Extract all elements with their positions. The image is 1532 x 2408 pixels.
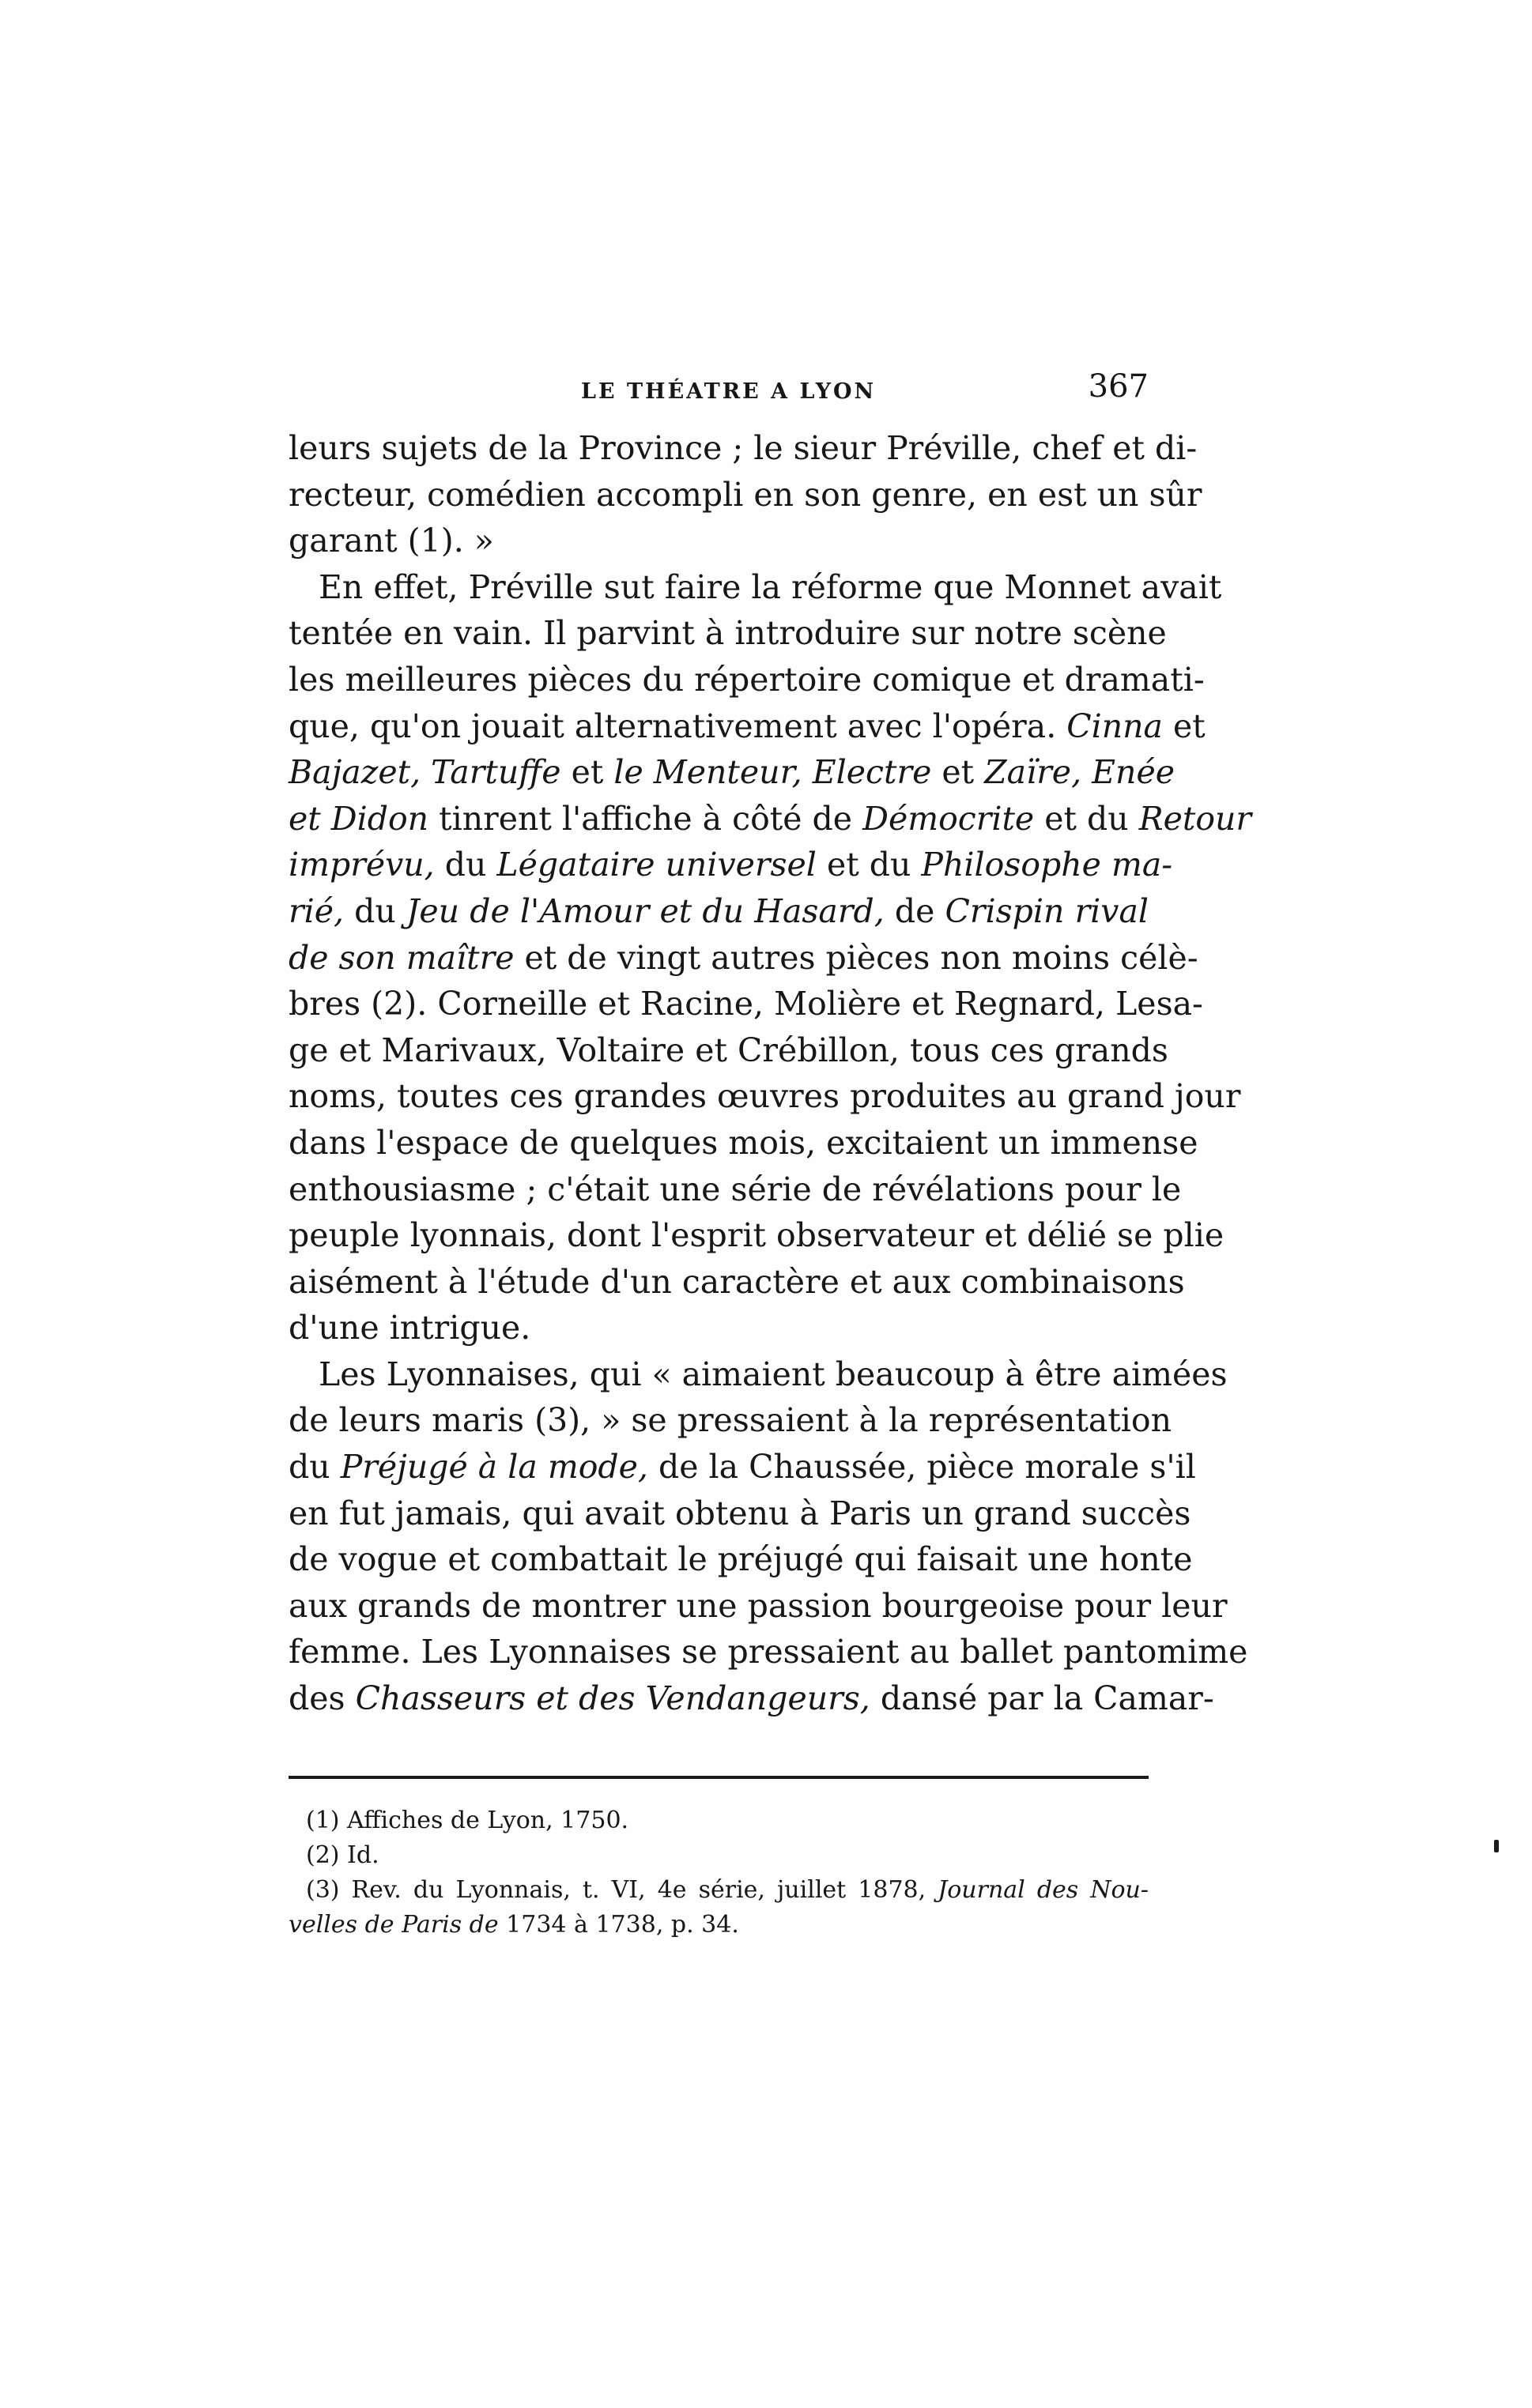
body-segment: leurs sujets de la Province ; le sieur Préville, chef et di- <box>289 429 1198 467</box>
body-line <box>289 657 1205 703</box>
body-segment: de vogue et combattait le préjugé qui faisait une honte <box>289 1540 1193 1579</box>
footnote-line <box>289 1908 1149 1943</box>
body-line <box>289 703 1206 750</box>
body-italic-segment: Crispin rival <box>945 891 1149 930</box>
body-segment: les meilleures pièces du répertoire comique et dramati- <box>289 660 1205 699</box>
body-segment: noms, toutes ces grandes œuvres produites au grand jour <box>289 1077 1241 1116</box>
footnote-rule <box>289 1776 1149 1779</box>
body-line <box>289 1073 1241 1120</box>
body-segment: et <box>1163 707 1206 745</box>
body-line <box>289 564 1222 611</box>
body-italic-segment: Légataire universel <box>496 846 817 884</box>
footnote-segment: (1) Affiches de Lyon, 1750. <box>306 1807 629 1834</box>
body-segment: du <box>344 891 406 930</box>
footnote-segment: (2) Id. <box>306 1841 379 1869</box>
margin-mark <box>1494 1840 1499 1852</box>
body-line <box>289 935 1198 982</box>
footnote-italic-segment: Journal des Nou- <box>938 1876 1149 1904</box>
body-line <box>289 1583 1228 1630</box>
body-line <box>289 1120 1198 1166</box>
body-segment: bres (2). Corneille et Racine, Molière et Regnard, Lesa- <box>289 985 1203 1023</box>
body-italic-segment: Zaïre, Enée <box>984 753 1175 792</box>
body-italic-segment: Préjugé à la mode, <box>340 1448 648 1487</box>
body-line <box>289 1490 1191 1537</box>
body-segment: ge et Marivaux, Voltaire et Crébillon, tous ces grands <box>289 1031 1168 1069</box>
body-segment: en fut jamais, qui avait obtenu à Paris un grand succès <box>289 1494 1191 1532</box>
body-line <box>289 1444 1196 1490</box>
body-italic-segment: de son maître <box>289 938 515 977</box>
body-segment: tentée en vain. Il parvint à introduire sur notre scène <box>289 614 1167 653</box>
page-number: 367 <box>1088 368 1149 405</box>
body-segment: de <box>884 891 945 930</box>
body-italic-segment: Cinna <box>1066 707 1164 745</box>
body-line <box>289 888 1149 935</box>
body-line <box>289 425 1198 472</box>
body-italic-segment: Retour <box>1138 799 1252 838</box>
body-segment: d'une intrigue. <box>289 1309 531 1347</box>
body-segment: du <box>289 1448 341 1487</box>
body-line <box>289 1166 1182 1213</box>
running-head <box>289 368 1149 419</box>
body-segment: recteur, comédien accompli en son genre, en est un sûr <box>289 475 1202 514</box>
body-line <box>289 981 1203 1027</box>
body-segment: Les Lyonnaises, qui « aimaient beaucoup à être aimées <box>319 1355 1228 1393</box>
body-line <box>289 518 1149 564</box>
body-segment: peuple lyonnais, dont l'esprit observateur et délié se plie <box>289 1216 1224 1255</box>
body-segment: et <box>931 753 985 792</box>
body-italic-segment: rié, <box>289 891 345 930</box>
body-segment: de la Chaussée, pièce morale s'il <box>647 1448 1196 1487</box>
body-line <box>289 796 1252 842</box>
footnote-segment: 1734 à 1738, p. 34. <box>498 1911 739 1939</box>
body-line <box>289 1259 1185 1306</box>
body-line <box>289 1397 1172 1444</box>
footnote-italic-segment: velles de Paris de <box>289 1911 499 1939</box>
body-segment: femme. Les Lyonnaises se pressaient au ballet pantomime <box>289 1633 1248 1671</box>
footnote-line <box>289 1838 1149 1873</box>
body-segment: aux grands de montrer une passion bourgeoise pour leur <box>289 1586 1228 1625</box>
body-line <box>289 1629 1248 1675</box>
body-segment: et du <box>1034 799 1139 838</box>
body-segment: dansé par la Camar- <box>870 1679 1214 1718</box>
body-italic-segment: Philosophe ma- <box>921 846 1173 884</box>
body-line <box>289 842 1173 888</box>
footnotes <box>289 1803 1149 1943</box>
body-segment: de leurs maris (3), » se pressaient à la représentation <box>289 1401 1172 1440</box>
body-italic-segment: Jeu de l'Amour et du Hasard, <box>406 891 885 930</box>
body-segment: En effet, Préville sut faire la réforme que Monnet avait <box>319 567 1222 606</box>
body-italic-segment: Chasseurs et des Vendangeurs, <box>355 1679 870 1718</box>
body-segment: dans l'espace de quelques mois, excitaient un immense <box>289 1123 1198 1162</box>
body-line <box>289 1212 1224 1259</box>
body-italic-segment: et Didon <box>289 799 429 838</box>
body-italic-segment: Bajazet, Tartuffe <box>289 753 561 792</box>
footnote-line <box>289 1873 1149 1908</box>
body-line <box>289 1675 1214 1722</box>
body-line <box>289 472 1202 518</box>
body-segment: et de vingt autres pièces non moins célè- <box>514 938 1198 977</box>
body-segment: que, qu'on jouait alternativement avec l'opéra. <box>289 707 1067 745</box>
body-line <box>289 1351 1228 1398</box>
body-italic-segment: Démocrite <box>862 799 1035 838</box>
body-line <box>289 1536 1193 1583</box>
body-text <box>289 425 1252 1722</box>
footnote-segment: (3) Rev. du Lyonnais, t. VI, 4e série, juillet 1878, <box>306 1876 938 1904</box>
body-segment: tinrent l'affiche à côté de <box>428 799 863 838</box>
body-line <box>289 610 1167 657</box>
body-italic-segment: le Menteur, Electre <box>613 753 932 792</box>
body-segment: et <box>560 753 614 792</box>
body-line <box>289 1027 1168 1074</box>
body-segment: enthousiasme ; c'était une série de révélations pour le <box>289 1170 1182 1208</box>
body-segment: et du <box>816 846 922 884</box>
body-italic-segment: imprévu, <box>289 846 435 884</box>
body-line <box>289 749 1175 796</box>
body-segment: aisément à l'étude d'un caractère et aux combinaisons <box>289 1262 1185 1301</box>
running-title: LE THÉATRE A LYON <box>581 379 877 404</box>
body-segment: du <box>434 846 497 884</box>
body-segment: des <box>289 1679 356 1718</box>
footnote-line <box>289 1803 1149 1838</box>
body-segment: garant (1). » <box>289 522 494 560</box>
body-line <box>289 1305 1149 1351</box>
